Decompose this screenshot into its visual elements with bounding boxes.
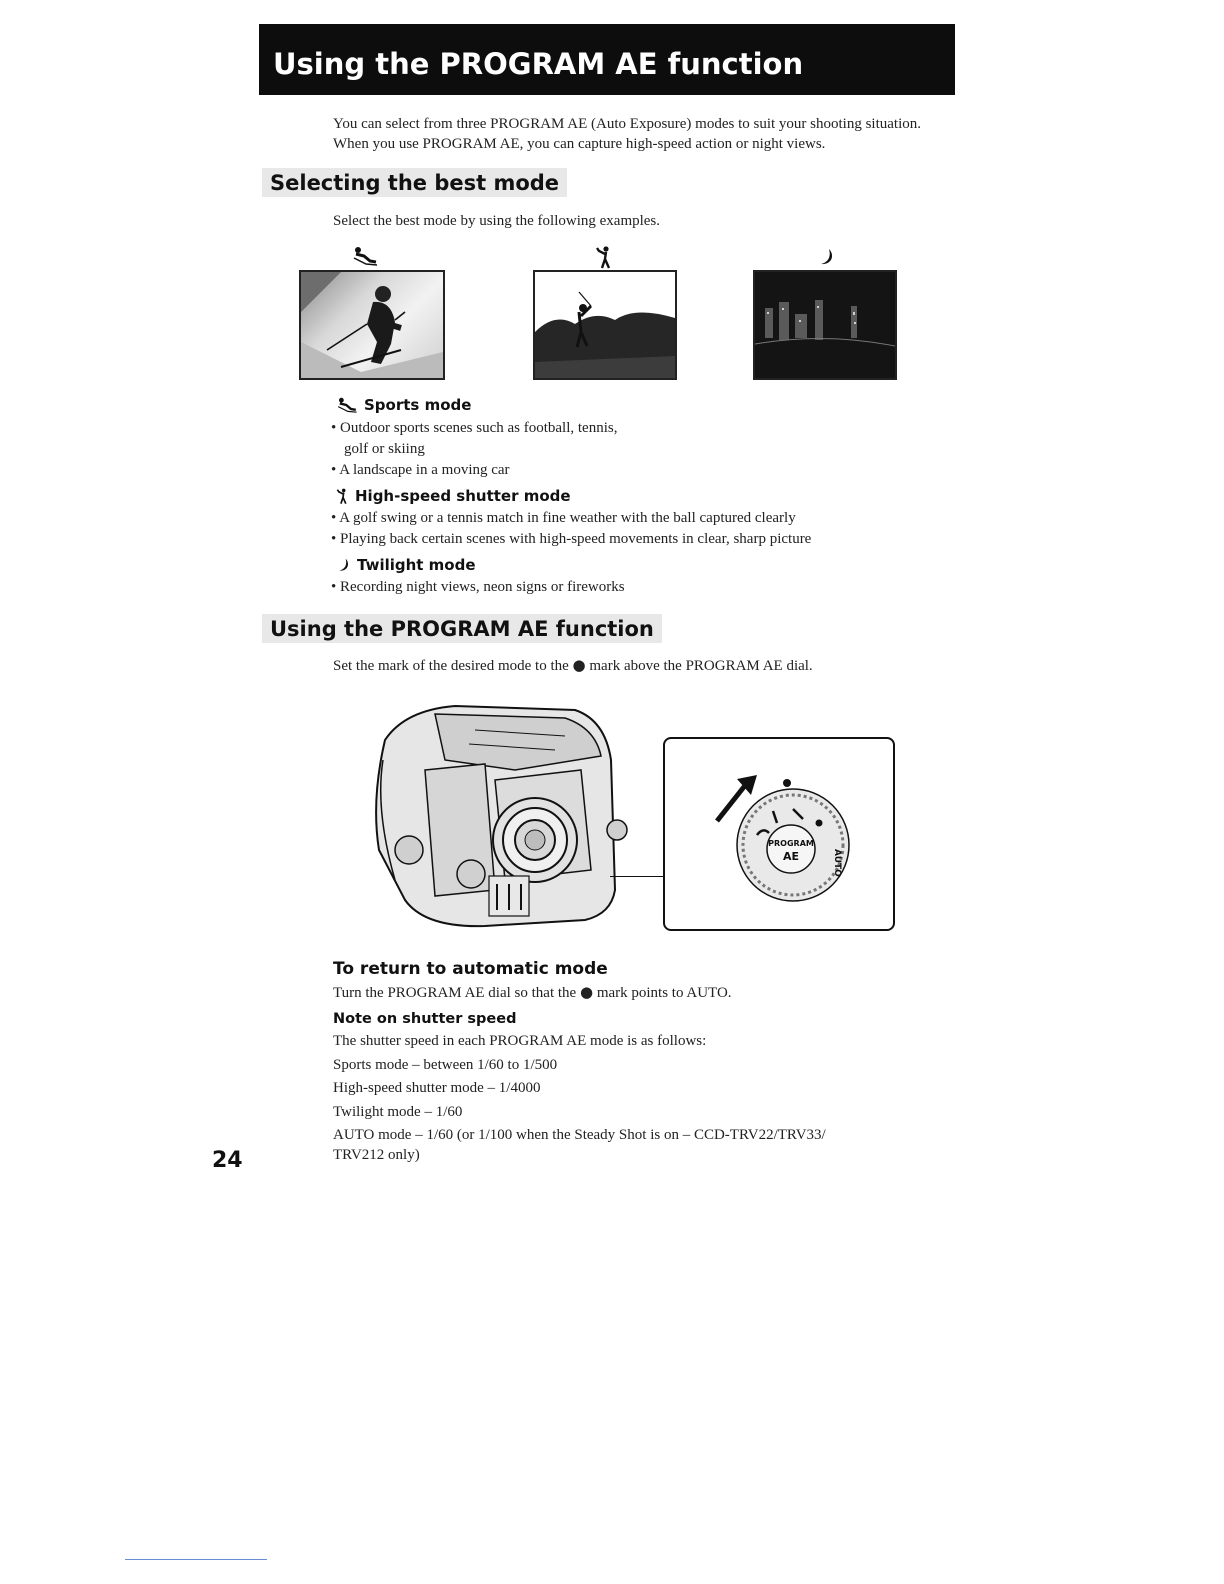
section-heading-text: Using the PROGRAM AE function xyxy=(262,614,662,643)
crescent-moon-icon xyxy=(336,557,352,573)
list-item: • Outdoor sports scenes such as football, tennis, xyxy=(331,420,618,436)
page-number: 24 xyxy=(212,1148,243,1173)
note-line: Sports mode – between 1/60 to 1/500 xyxy=(333,1057,558,1073)
section-heading-using xyxy=(262,616,662,642)
dial-program-label: PROGRAM xyxy=(768,839,814,848)
crescent-moon-icon xyxy=(817,247,837,272)
list-item: golf or skiing xyxy=(344,441,425,457)
dial-auto-label: AUTO xyxy=(832,849,842,877)
camcorder-illustration xyxy=(365,700,635,932)
high-speed-shutter-mode-title: High-speed shutter mode xyxy=(355,487,571,505)
note-line: High-speed shutter mode – 1/4000 xyxy=(333,1080,541,1096)
page-title-bar xyxy=(259,24,955,95)
golfer-icon xyxy=(336,487,350,505)
sports-mode-title: Sports mode xyxy=(364,396,472,414)
return-auto-heading: To return to automatic mode xyxy=(333,959,608,979)
page-title: Using the PROGRAM AE function xyxy=(273,47,804,81)
note-heading: Note on shutter speed xyxy=(333,1011,517,1027)
sports-photo xyxy=(299,270,445,380)
note-line: AUTO mode – 1/60 (or 1/100 when the Steady Shot is on – CCD-TRV22/TRV33/ xyxy=(333,1127,826,1143)
list-item: • Playing back certain scenes with high-speed movements in clear, sharp picture xyxy=(331,531,812,547)
dot-mark-icon: ● xyxy=(572,656,586,674)
list-item: • Recording night views, neon signs or fireworks xyxy=(331,579,625,595)
dial-ae-label: AE xyxy=(782,850,800,863)
section-heading-text: Selecting the best mode xyxy=(262,168,567,197)
golf-photo xyxy=(533,270,677,380)
sports-mode-block xyxy=(336,396,471,414)
note-line: The shutter speed in each PROGRAM AE mode is as follows: xyxy=(333,1033,707,1049)
section-instruction: Set the mark of the desired mode to the ● mark above the PROGRAM AE dial. xyxy=(333,656,813,674)
dot-mark-icon: ● xyxy=(579,983,594,1001)
twilight-mode-title: Twilight mode xyxy=(357,556,476,574)
leader-line xyxy=(610,876,663,877)
sports-skier-icon xyxy=(336,397,358,413)
return-auto-text: Turn the PROGRAM AE dial so that the ● mark points to AUTO. xyxy=(333,983,732,1001)
section-heading-selecting xyxy=(262,170,567,196)
night-city-photo xyxy=(753,270,897,380)
list-item: • A landscape in a moving car xyxy=(331,462,510,478)
sports-skier-icon xyxy=(352,246,378,271)
section-lead: Select the best mode by using the following examples. xyxy=(333,213,661,229)
note-line: TRV212 only) xyxy=(333,1147,420,1163)
note-line: Twilight mode – 1/60 xyxy=(333,1104,463,1120)
twilight-mode-block xyxy=(336,556,476,574)
high-speed-shutter-mode-block xyxy=(336,487,571,505)
program-ae-dial-inset xyxy=(663,737,895,931)
intro-paragraph: You can select from three PROGRAM AE (Auto Exposure) modes to suit your shooting situation. When you use PROGRAM AE, you can capture high-speed action or night views. xyxy=(333,116,922,152)
footer-divider xyxy=(125,1559,267,1560)
list-item: • A golf swing or a tennis match in fine weather with the ball captured clearly xyxy=(331,510,796,526)
